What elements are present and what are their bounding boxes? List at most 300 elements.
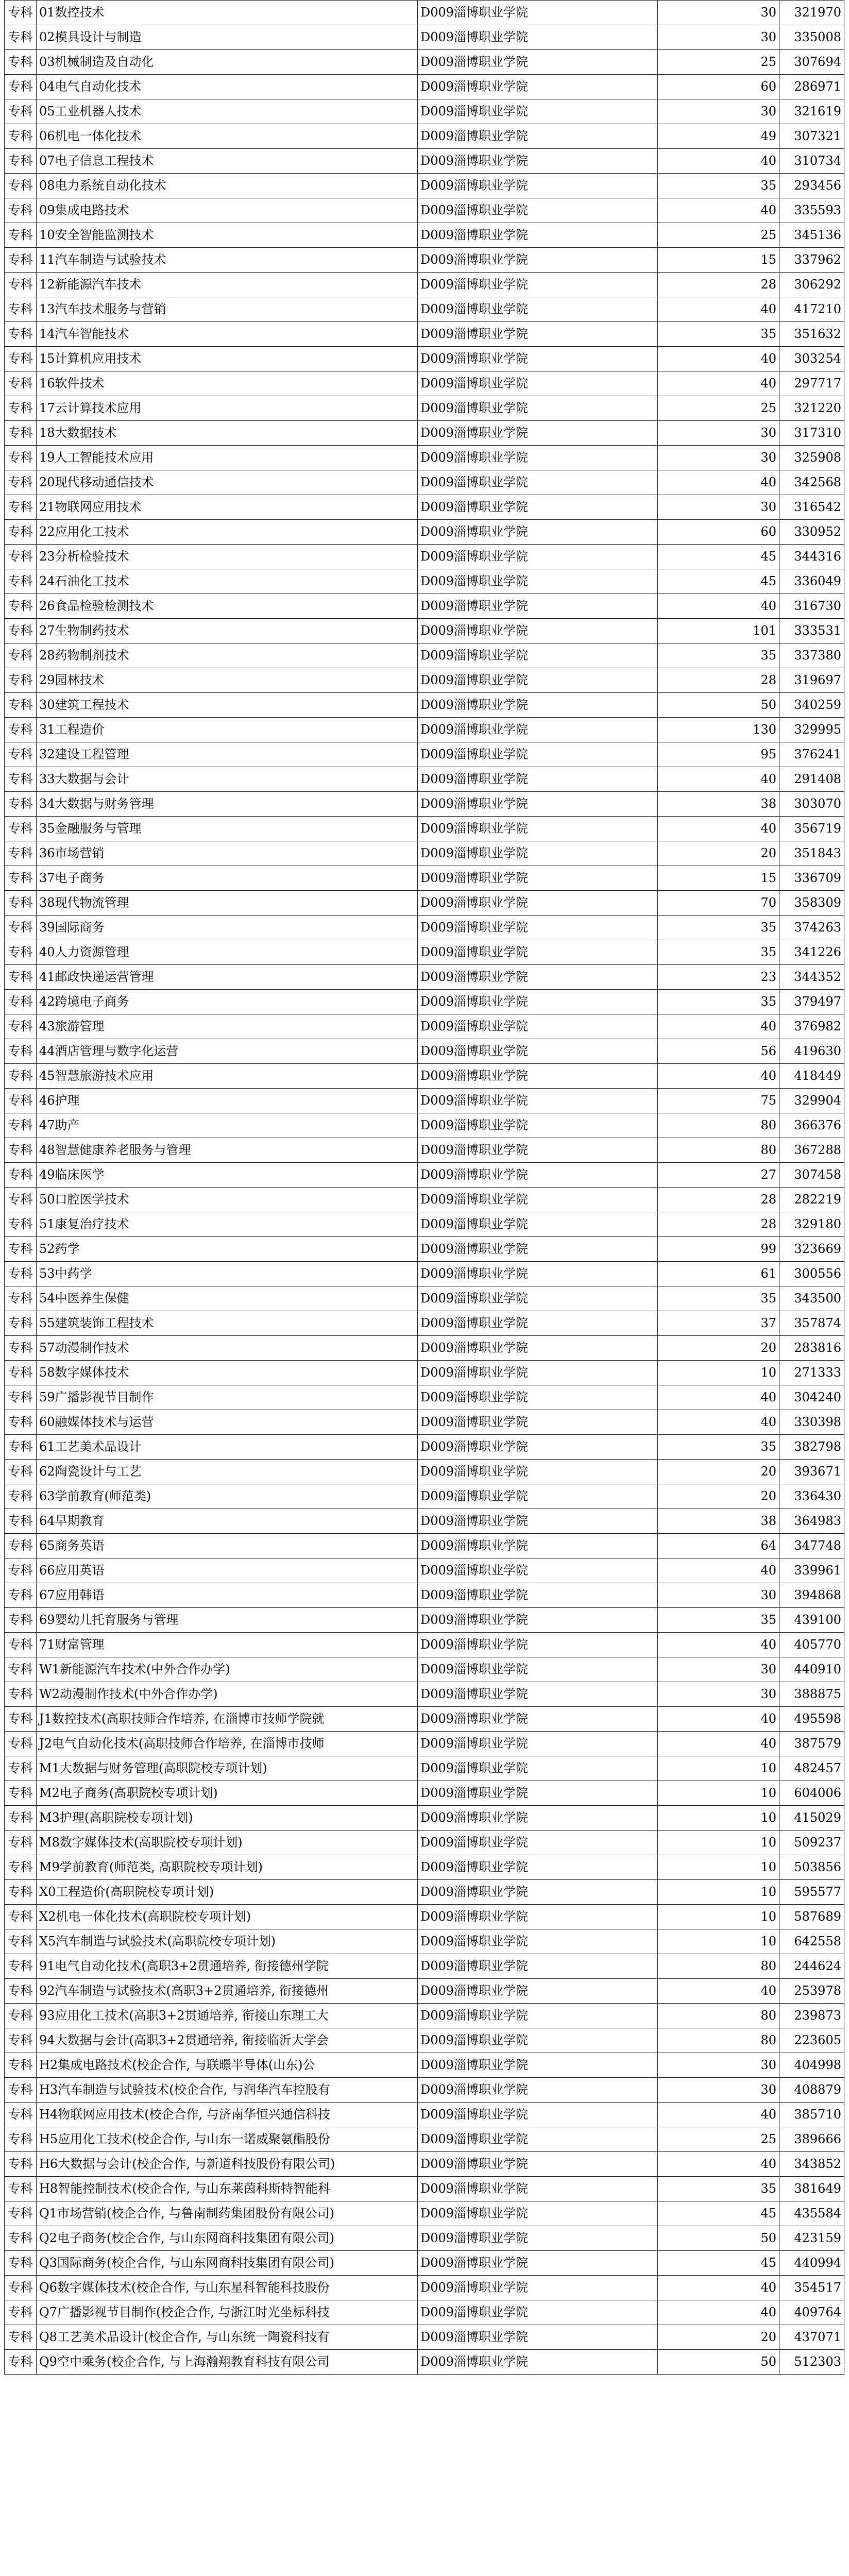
min-rank-cell: 329995 (779, 718, 844, 742)
major-cell: 46护理 (37, 1089, 418, 1113)
level-cell: 专科 (5, 1534, 37, 1558)
plan-count-cell: 40 (658, 347, 779, 371)
table-row (5, 2325, 844, 2350)
level-cell: 专科 (5, 1633, 37, 1657)
plan-count-cell: 40 (658, 2300, 779, 2325)
plan-count-cell: 30 (658, 1, 779, 25)
school-cell: D009淄博职业学院 (418, 297, 658, 322)
level-cell: 专科 (5, 2103, 37, 2127)
school-cell: D009淄博职业学院 (418, 1385, 658, 1410)
level-cell: 专科 (5, 767, 37, 792)
table-row (5, 297, 844, 322)
plan-count-cell: 40 (658, 1558, 779, 1583)
major-cell: H5应用化工技术(校企合作, 与山东一诺威聚氨酯股份 (37, 2127, 418, 2152)
level-cell: 专科 (5, 1113, 37, 1138)
major-cell: 41邮政快递运营管理 (37, 965, 418, 990)
level-cell: 专科 (5, 495, 37, 520)
level-cell: 专科 (5, 421, 37, 446)
plan-count-cell: 10 (658, 1831, 779, 1855)
level-cell: 专科 (5, 2251, 37, 2276)
major-cell: X5汽车制造与试验技术(高职院校专项计划) (37, 1929, 418, 1954)
major-cell: 69婴幼儿托育服务与管理 (37, 1608, 418, 1633)
min-rank-cell: 381649 (779, 2177, 844, 2201)
level-cell: 专科 (5, 1484, 37, 1509)
plan-count-cell: 10 (658, 1806, 779, 1831)
major-cell: H8智能控制技术(校企合作, 与山东莱茵科斯特智能科 (37, 2177, 418, 2201)
table-row (5, 446, 844, 470)
major-cell: 32建设工程管理 (37, 742, 418, 767)
school-cell: D009淄博职业学院 (418, 1237, 658, 1262)
table-row (5, 1410, 844, 1435)
table-row (5, 75, 844, 99)
plan-count-cell: 80 (658, 1138, 779, 1163)
major-cell: 22应用化工技术 (37, 520, 418, 545)
plan-count-cell: 10 (658, 1905, 779, 1929)
school-cell: D009淄博职业学院 (418, 1188, 658, 1212)
level-cell: 专科 (5, 965, 37, 990)
school-cell: D009淄博职业学院 (418, 545, 658, 569)
level-cell: 专科 (5, 643, 37, 668)
table-row (5, 347, 844, 371)
school-cell: D009淄博职业学院 (418, 99, 658, 124)
min-rank-cell: 321220 (779, 396, 844, 421)
plan-count-cell: 35 (658, 1435, 779, 1460)
school-cell: D009淄博职业学院 (418, 1435, 658, 1460)
major-cell: Q3国际商务(校企合作, 与山东网商科技集团有限公司) (37, 2251, 418, 2276)
level-cell: 专科 (5, 1682, 37, 1707)
level-cell: 专科 (5, 297, 37, 322)
level-cell: 专科 (5, 273, 37, 297)
level-cell: 专科 (5, 1905, 37, 1929)
major-cell: 02模具设计与制造 (37, 25, 418, 50)
table-row (5, 2226, 844, 2251)
min-rank-cell: 304240 (779, 1385, 844, 1410)
min-rank-cell: 291408 (779, 767, 844, 792)
min-rank-cell: 509237 (779, 1831, 844, 1855)
plan-count-cell: 95 (658, 742, 779, 767)
min-rank-cell: 307458 (779, 1163, 844, 1188)
school-cell: D009淄博职业学院 (418, 495, 658, 520)
school-cell: D009淄博职业学院 (418, 2226, 658, 2251)
school-cell: D009淄博职业学院 (418, 1657, 658, 1682)
min-rank-cell: 335593 (779, 198, 844, 223)
major-cell: 17云计算技术应用 (37, 396, 418, 421)
table-row (5, 1905, 844, 1929)
school-cell: D009淄博职业学院 (418, 1707, 658, 1732)
school-cell: D009淄博职业学院 (418, 1756, 658, 1781)
table-row (5, 1929, 844, 1954)
school-cell: D009淄博职业学院 (418, 718, 658, 742)
school-cell: D009淄博职业学院 (418, 1089, 658, 1113)
plan-count-cell: 30 (658, 2078, 779, 2103)
min-rank-cell: 342568 (779, 470, 844, 495)
school-cell: D009淄博职业学院 (418, 1682, 658, 1707)
level-cell: 专科 (5, 1188, 37, 1212)
min-rank-cell: 329180 (779, 1212, 844, 1237)
school-cell: D009淄博职业学院 (418, 2103, 658, 2127)
table-row (5, 1633, 844, 1657)
plan-count-cell: 40 (658, 1707, 779, 1732)
major-cell: 43旅游管理 (37, 1014, 418, 1039)
major-cell: H2集成电路技术(校企合作, 与联暻半导体(山东)公 (37, 2053, 418, 2078)
major-cell: 66应用英语 (37, 1558, 418, 1583)
table-row (5, 2152, 844, 2177)
min-rank-cell: 310734 (779, 149, 844, 174)
school-cell: D009淄博职业学院 (418, 1138, 658, 1163)
major-cell: Q8工艺美术品设计(校企合作, 与山东统一陶瓷科技有 (37, 2325, 418, 2350)
major-cell: 39国际商务 (37, 916, 418, 940)
level-cell: 专科 (5, 1138, 37, 1163)
school-cell: D009淄博职业学院 (418, 50, 658, 75)
min-rank-cell: 415029 (779, 1806, 844, 1831)
school-cell: D009淄博职业学院 (418, 1212, 658, 1237)
major-cell: 42跨境电子商务 (37, 990, 418, 1014)
level-cell: 专科 (5, 1707, 37, 1732)
min-rank-cell: 503856 (779, 1855, 844, 1880)
plan-count-cell: 37 (658, 1311, 779, 1336)
table-row (5, 817, 844, 841)
major-cell: Q9空中乘务(校企合作, 与上海瀚翔教育科技有限公司 (37, 2350, 418, 2375)
table-row (5, 50, 844, 75)
level-cell: 专科 (5, 322, 37, 347)
plan-count-cell: 40 (658, 1633, 779, 1657)
school-cell: D009淄博职业学院 (418, 891, 658, 916)
major-cell: 44酒店管理与数字化运营 (37, 1039, 418, 1064)
school-cell: D009淄博职业学院 (418, 1831, 658, 1855)
major-cell: 53中药学 (37, 1262, 418, 1286)
major-cell: Q2电子商务(校企合作, 与山东网商科技集团有限公司) (37, 2226, 418, 2251)
level-cell: 专科 (5, 149, 37, 174)
major-cell: 92汽车制造与试验技术(高职3+2贯通培养, 衔接德州 (37, 1979, 418, 2004)
major-cell: X0工程造价(高职院校专项计划) (37, 1880, 418, 1905)
school-cell: D009淄博职业学院 (418, 1113, 658, 1138)
min-rank-cell: 336049 (779, 569, 844, 594)
plan-count-cell: 40 (658, 198, 779, 223)
major-cell: 52药学 (37, 1237, 418, 1262)
table-row (5, 693, 844, 718)
level-cell: 专科 (5, 2053, 37, 2078)
level-cell: 专科 (5, 693, 37, 718)
table-row (5, 2251, 844, 2276)
plan-count-cell: 50 (658, 2226, 779, 2251)
plan-count-cell: 40 (658, 149, 779, 174)
level-cell: 专科 (5, 248, 37, 273)
level-cell: 专科 (5, 520, 37, 545)
major-cell: 62陶瓷设计与工艺 (37, 1460, 418, 1484)
min-rank-cell: 344316 (779, 545, 844, 569)
table-row (5, 223, 844, 248)
major-cell: 71财富管理 (37, 1633, 418, 1657)
table-row (5, 1163, 844, 1188)
school-cell: D009淄博职业学院 (418, 75, 658, 99)
school-cell: D009淄博职业学院 (418, 693, 658, 718)
plan-count-cell: 28 (658, 668, 779, 693)
school-cell: D009淄博职业学院 (418, 965, 658, 990)
major-cell: 47助产 (37, 1113, 418, 1138)
min-rank-cell: 282219 (779, 1188, 844, 1212)
min-rank-cell: 223605 (779, 2028, 844, 2053)
school-cell: D009淄博职业学院 (418, 594, 658, 619)
major-cell: M8数字媒体技术(高职院校专项计划) (37, 1831, 418, 1855)
min-rank-cell: 357874 (779, 1311, 844, 1336)
plan-count-cell: 30 (658, 1583, 779, 1608)
major-cell: 27生物制药技术 (37, 619, 418, 643)
table-row (5, 1286, 844, 1311)
level-cell: 专科 (5, 1831, 37, 1855)
school-cell: D009淄博职业学院 (418, 866, 658, 891)
school-cell: D009淄博职业学院 (418, 569, 658, 594)
plan-count-cell: 30 (658, 446, 779, 470)
min-rank-cell: 317310 (779, 421, 844, 446)
min-rank-cell: 343500 (779, 1286, 844, 1311)
min-rank-cell: 345136 (779, 223, 844, 248)
major-cell: 38现代物流管理 (37, 891, 418, 916)
min-rank-cell: 325908 (779, 446, 844, 470)
table-row (5, 767, 844, 792)
table-row (5, 1089, 844, 1113)
table-row (5, 1385, 844, 1410)
level-cell: 专科 (5, 2004, 37, 2028)
school-cell: D009淄博职业学院 (418, 1855, 658, 1880)
major-cell: J2电气自动化技术(高职技师合作培养, 在淄博市技师 (37, 1732, 418, 1756)
major-cell: 45智慧旅游技术应用 (37, 1064, 418, 1089)
table-row (5, 1732, 844, 1756)
level-cell: 专科 (5, 742, 37, 767)
plan-count-cell: 80 (658, 2028, 779, 2053)
min-rank-cell: 587689 (779, 1905, 844, 1929)
min-rank-cell: 418449 (779, 1064, 844, 1089)
plan-count-cell: 25 (658, 396, 779, 421)
major-cell: J1数控技术(高职技师合作培养, 在淄博市技师学院就 (37, 1707, 418, 1732)
school-cell: D009淄博职业学院 (418, 2251, 658, 2276)
level-cell: 专科 (5, 2177, 37, 2201)
plan-count-cell: 38 (658, 792, 779, 817)
major-cell: 04电气自动化技术 (37, 75, 418, 99)
major-cell: 28药物制剂技术 (37, 643, 418, 668)
table-row (5, 421, 844, 446)
min-rank-cell: 604006 (779, 1781, 844, 1806)
major-cell: 36市场营销 (37, 841, 418, 866)
table-row (5, 520, 844, 545)
table-row (5, 1979, 844, 2004)
min-rank-cell: 303254 (779, 347, 844, 371)
major-cell: 91电气自动化技术(高职3+2贯通培养, 衔接德州学院 (37, 1954, 418, 1979)
table-row (5, 470, 844, 495)
table-row (5, 2103, 844, 2127)
level-cell: 专科 (5, 1855, 37, 1880)
table-row (5, 668, 844, 693)
table-row (5, 2300, 844, 2325)
school-cell: D009淄博职业学院 (418, 767, 658, 792)
level-cell: 专科 (5, 1657, 37, 1682)
school-cell: D009淄博职业学院 (418, 1311, 658, 1336)
major-cell: 58数字媒体技术 (37, 1361, 418, 1385)
major-cell: 18大数据技术 (37, 421, 418, 446)
plan-count-cell: 40 (658, 1410, 779, 1435)
plan-count-cell: 23 (658, 965, 779, 990)
major-cell: 93应用化工技术(高职3+2贯通培养, 衔接山东理工大 (37, 2004, 418, 2028)
level-cell: 专科 (5, 2152, 37, 2177)
level-cell: 专科 (5, 371, 37, 396)
school-cell: D009淄博职业学院 (418, 2152, 658, 2177)
major-cell: 94大数据与会计(高职3+2贯通培养, 衔接临沂大学会 (37, 2028, 418, 2053)
level-cell: 专科 (5, 1608, 37, 1633)
min-rank-cell: 293456 (779, 174, 844, 198)
min-rank-cell: 321619 (779, 99, 844, 124)
level-cell: 专科 (5, 50, 37, 75)
table-row (5, 149, 844, 174)
level-cell: 专科 (5, 2028, 37, 2053)
major-cell: 33大数据与会计 (37, 767, 418, 792)
plan-count-cell: 45 (658, 569, 779, 594)
table-row (5, 1806, 844, 1831)
school-cell: D009淄博职业学院 (418, 1806, 658, 1831)
plan-count-cell: 40 (658, 1064, 779, 1089)
min-rank-cell: 286971 (779, 75, 844, 99)
table-row (5, 1435, 844, 1460)
major-cell: 07电子信息工程技术 (37, 149, 418, 174)
table-row (5, 965, 844, 990)
plan-count-cell: 10 (658, 1929, 779, 1954)
school-cell: D009淄博职业学院 (418, 1014, 658, 1039)
major-cell: M2电子商务(高职院校专项计划) (37, 1781, 418, 1806)
school-cell: D009淄博职业学院 (418, 1410, 658, 1435)
min-rank-cell: 316730 (779, 594, 844, 619)
major-cell: 67应用韩语 (37, 1583, 418, 1608)
school-cell: D009淄博职业学院 (418, 248, 658, 273)
table-row (5, 1583, 844, 1608)
min-rank-cell: 405770 (779, 1633, 844, 1657)
plan-count-cell: 70 (658, 891, 779, 916)
table-row (5, 866, 844, 891)
plan-count-cell: 49 (658, 124, 779, 149)
level-cell: 专科 (5, 1880, 37, 1905)
level-cell: 专科 (5, 2226, 37, 2251)
min-rank-cell: 323669 (779, 1237, 844, 1262)
min-rank-cell: 337962 (779, 248, 844, 273)
school-cell: D009淄博职业学院 (418, 1460, 658, 1484)
min-rank-cell: 417210 (779, 297, 844, 322)
table-row (5, 1188, 844, 1212)
min-rank-cell: 374263 (779, 916, 844, 940)
plan-count-cell: 20 (658, 1460, 779, 1484)
level-cell: 专科 (5, 594, 37, 619)
level-cell: 专科 (5, 1756, 37, 1781)
major-cell: 24石油化工技术 (37, 569, 418, 594)
plan-count-cell: 35 (658, 322, 779, 347)
min-rank-cell: 482457 (779, 1756, 844, 1781)
plan-count-cell: 40 (658, 297, 779, 322)
table-row (5, 495, 844, 520)
table-row (5, 2276, 844, 2300)
plan-count-cell: 10 (658, 1361, 779, 1385)
level-cell: 专科 (5, 569, 37, 594)
major-cell: Q6数字媒体技术(校企合作, 与山东星科智能科技股份 (37, 2276, 418, 2300)
major-cell: 29园林技术 (37, 668, 418, 693)
school-cell: D009淄博职业学院 (418, 1732, 658, 1756)
major-cell: 48智慧健康养老服务与管理 (37, 1138, 418, 1163)
major-cell: 57动漫制作技术 (37, 1336, 418, 1361)
level-cell: 专科 (5, 1954, 37, 1979)
table-row (5, 916, 844, 940)
plan-count-cell: 27 (658, 1163, 779, 1188)
school-cell: D009淄博职业学院 (418, 347, 658, 371)
major-cell: 34大数据与财务管理 (37, 792, 418, 817)
school-cell: D009淄博职业学院 (418, 273, 658, 297)
level-cell: 专科 (5, 2300, 37, 2325)
plan-count-cell: 28 (658, 1188, 779, 1212)
level-cell: 专科 (5, 1311, 37, 1336)
min-rank-cell: 439100 (779, 1608, 844, 1633)
table-row (5, 1880, 844, 1905)
major-cell: 49临床医学 (37, 1163, 418, 1188)
level-cell: 专科 (5, 545, 37, 569)
level-cell: 专科 (5, 1435, 37, 1460)
table-row (5, 1781, 844, 1806)
level-cell: 专科 (5, 1929, 37, 1954)
plan-count-cell: 35 (658, 643, 779, 668)
school-cell: D009淄博职业学院 (418, 322, 658, 347)
major-cell: 14汽车智能技术 (37, 322, 418, 347)
table-row (5, 1534, 844, 1558)
table-row (5, 891, 844, 916)
school-cell: D009淄博职业学院 (418, 371, 658, 396)
major-cell: Q1市场营销(校企合作, 与鲁南制药集团股份有限公司) (37, 2201, 418, 2226)
level-cell: 专科 (5, 866, 37, 891)
school-cell: D009淄博职业学院 (418, 1163, 658, 1188)
min-rank-cell: 385710 (779, 2103, 844, 2127)
level-cell: 专科 (5, 1558, 37, 1583)
min-rank-cell: 341226 (779, 940, 844, 965)
major-cell: 20现代移动通信技术 (37, 470, 418, 495)
school-cell: D009淄博职业学院 (418, 792, 658, 817)
level-cell: 专科 (5, 99, 37, 124)
table-row (5, 1138, 844, 1163)
school-cell: D009淄博职业学院 (418, 25, 658, 50)
table-row (5, 1509, 844, 1534)
major-cell: 23分析检验技术 (37, 545, 418, 569)
plan-count-cell: 15 (658, 866, 779, 891)
plan-count-cell: 130 (658, 718, 779, 742)
school-cell: D009淄博职业学院 (418, 1039, 658, 1064)
level-cell: 专科 (5, 223, 37, 248)
plan-count-cell: 80 (658, 1954, 779, 1979)
min-rank-cell: 376982 (779, 1014, 844, 1039)
level-cell: 专科 (5, 470, 37, 495)
level-cell: 专科 (5, 841, 37, 866)
min-rank-cell: 364983 (779, 1509, 844, 1534)
table-row (5, 174, 844, 198)
min-rank-cell: 367288 (779, 1138, 844, 1163)
major-cell: 05工业机器人技术 (37, 99, 418, 124)
plan-count-cell: 40 (658, 767, 779, 792)
major-cell: 65商务英语 (37, 1534, 418, 1558)
min-rank-cell: 440910 (779, 1657, 844, 1682)
plan-count-cell: 40 (658, 371, 779, 396)
min-rank-cell: 595577 (779, 1880, 844, 1905)
min-rank-cell: 307321 (779, 124, 844, 149)
table-row (5, 1657, 844, 1682)
plan-count-cell: 50 (658, 2350, 779, 2375)
min-rank-cell: 419630 (779, 1039, 844, 1064)
plan-count-cell: 40 (658, 1732, 779, 1756)
table-row (5, 841, 844, 866)
plan-count-cell: 20 (658, 841, 779, 866)
level-cell: 专科 (5, 792, 37, 817)
plan-count-cell: 99 (658, 1237, 779, 1262)
plan-count-cell: 35 (658, 1608, 779, 1633)
plan-count-cell: 20 (658, 1484, 779, 1509)
